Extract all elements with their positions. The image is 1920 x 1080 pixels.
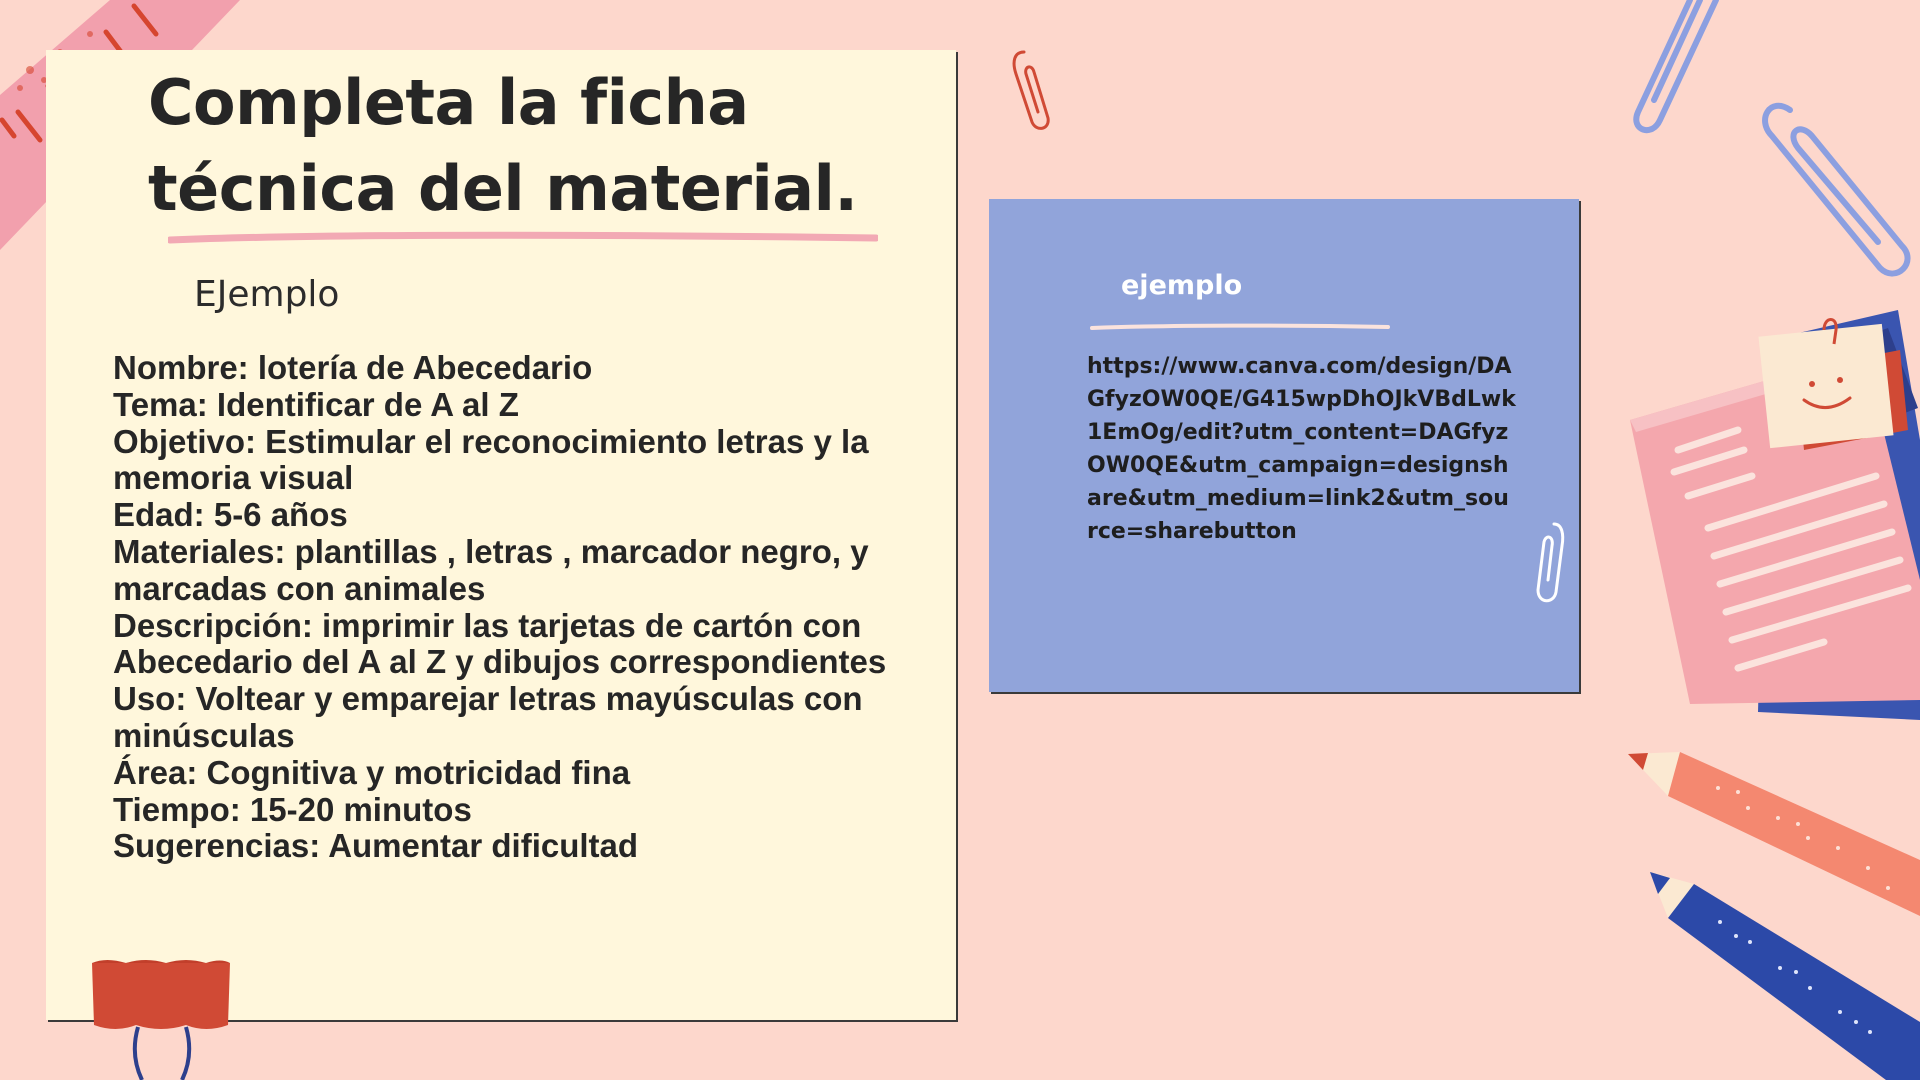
card-label: ejemplo [1121, 270, 1243, 301]
detail-suggestions: Sugerencias: Aumentar dificultad [113, 827, 639, 865]
detail-time: Tiempo: 15-20 minutos [113, 790, 472, 828]
detail-description: Descripción: imprimir las tarjetas de cartón con Abecedario del A al Z y dibujos correspondientes [113, 606, 887, 681]
binder-clip-icon [86, 955, 236, 1080]
detail-theme: Tema: Identificar de A al Z [113, 385, 519, 423]
title-underline [168, 230, 878, 246]
page-title: Completa la ficha técnica del material. [148, 66, 858, 225]
card-label-underline [1090, 322, 1390, 334]
pencil-icon [1650, 872, 1920, 1080]
detail-age: Edad: 5-6 años [113, 496, 348, 534]
detail-objective: Objetivo: Estimular el reconocimiento letras y la memoria visual [113, 422, 869, 497]
design-share-link[interactable]: https://www.canva.com/design/DAGfyzOW0QE/G415wpDhOJkVBdLwk1EmOg/edit?utm_content=DAGfyzOW0QE&utm_campaign=designshare&utm_medium=link2&utm_source=sharebutton [1087, 354, 1516, 544]
detail-use: Uso: Voltear y emparejar letras mayúsculas con minúsculas [113, 680, 863, 754]
detail-materials: Materiales: plantillas , letras , marcador negro, y marcadas con animales [113, 532, 869, 607]
paperclip-icon [1620, 0, 1730, 150]
paperclip-icon [1760, 90, 1920, 280]
detail-area: Área: Cognitiva y motricidad fina [113, 753, 631, 791]
technical-sheet-details [113, 350, 893, 865]
example-label: EJemplo [194, 274, 340, 315]
notebook-icon [1628, 300, 1920, 720]
detail-name: Nombre: lotería de Abecedario [113, 349, 593, 386]
paperclip-icon [1006, 44, 1056, 134]
paperclip-icon [1528, 518, 1568, 606]
